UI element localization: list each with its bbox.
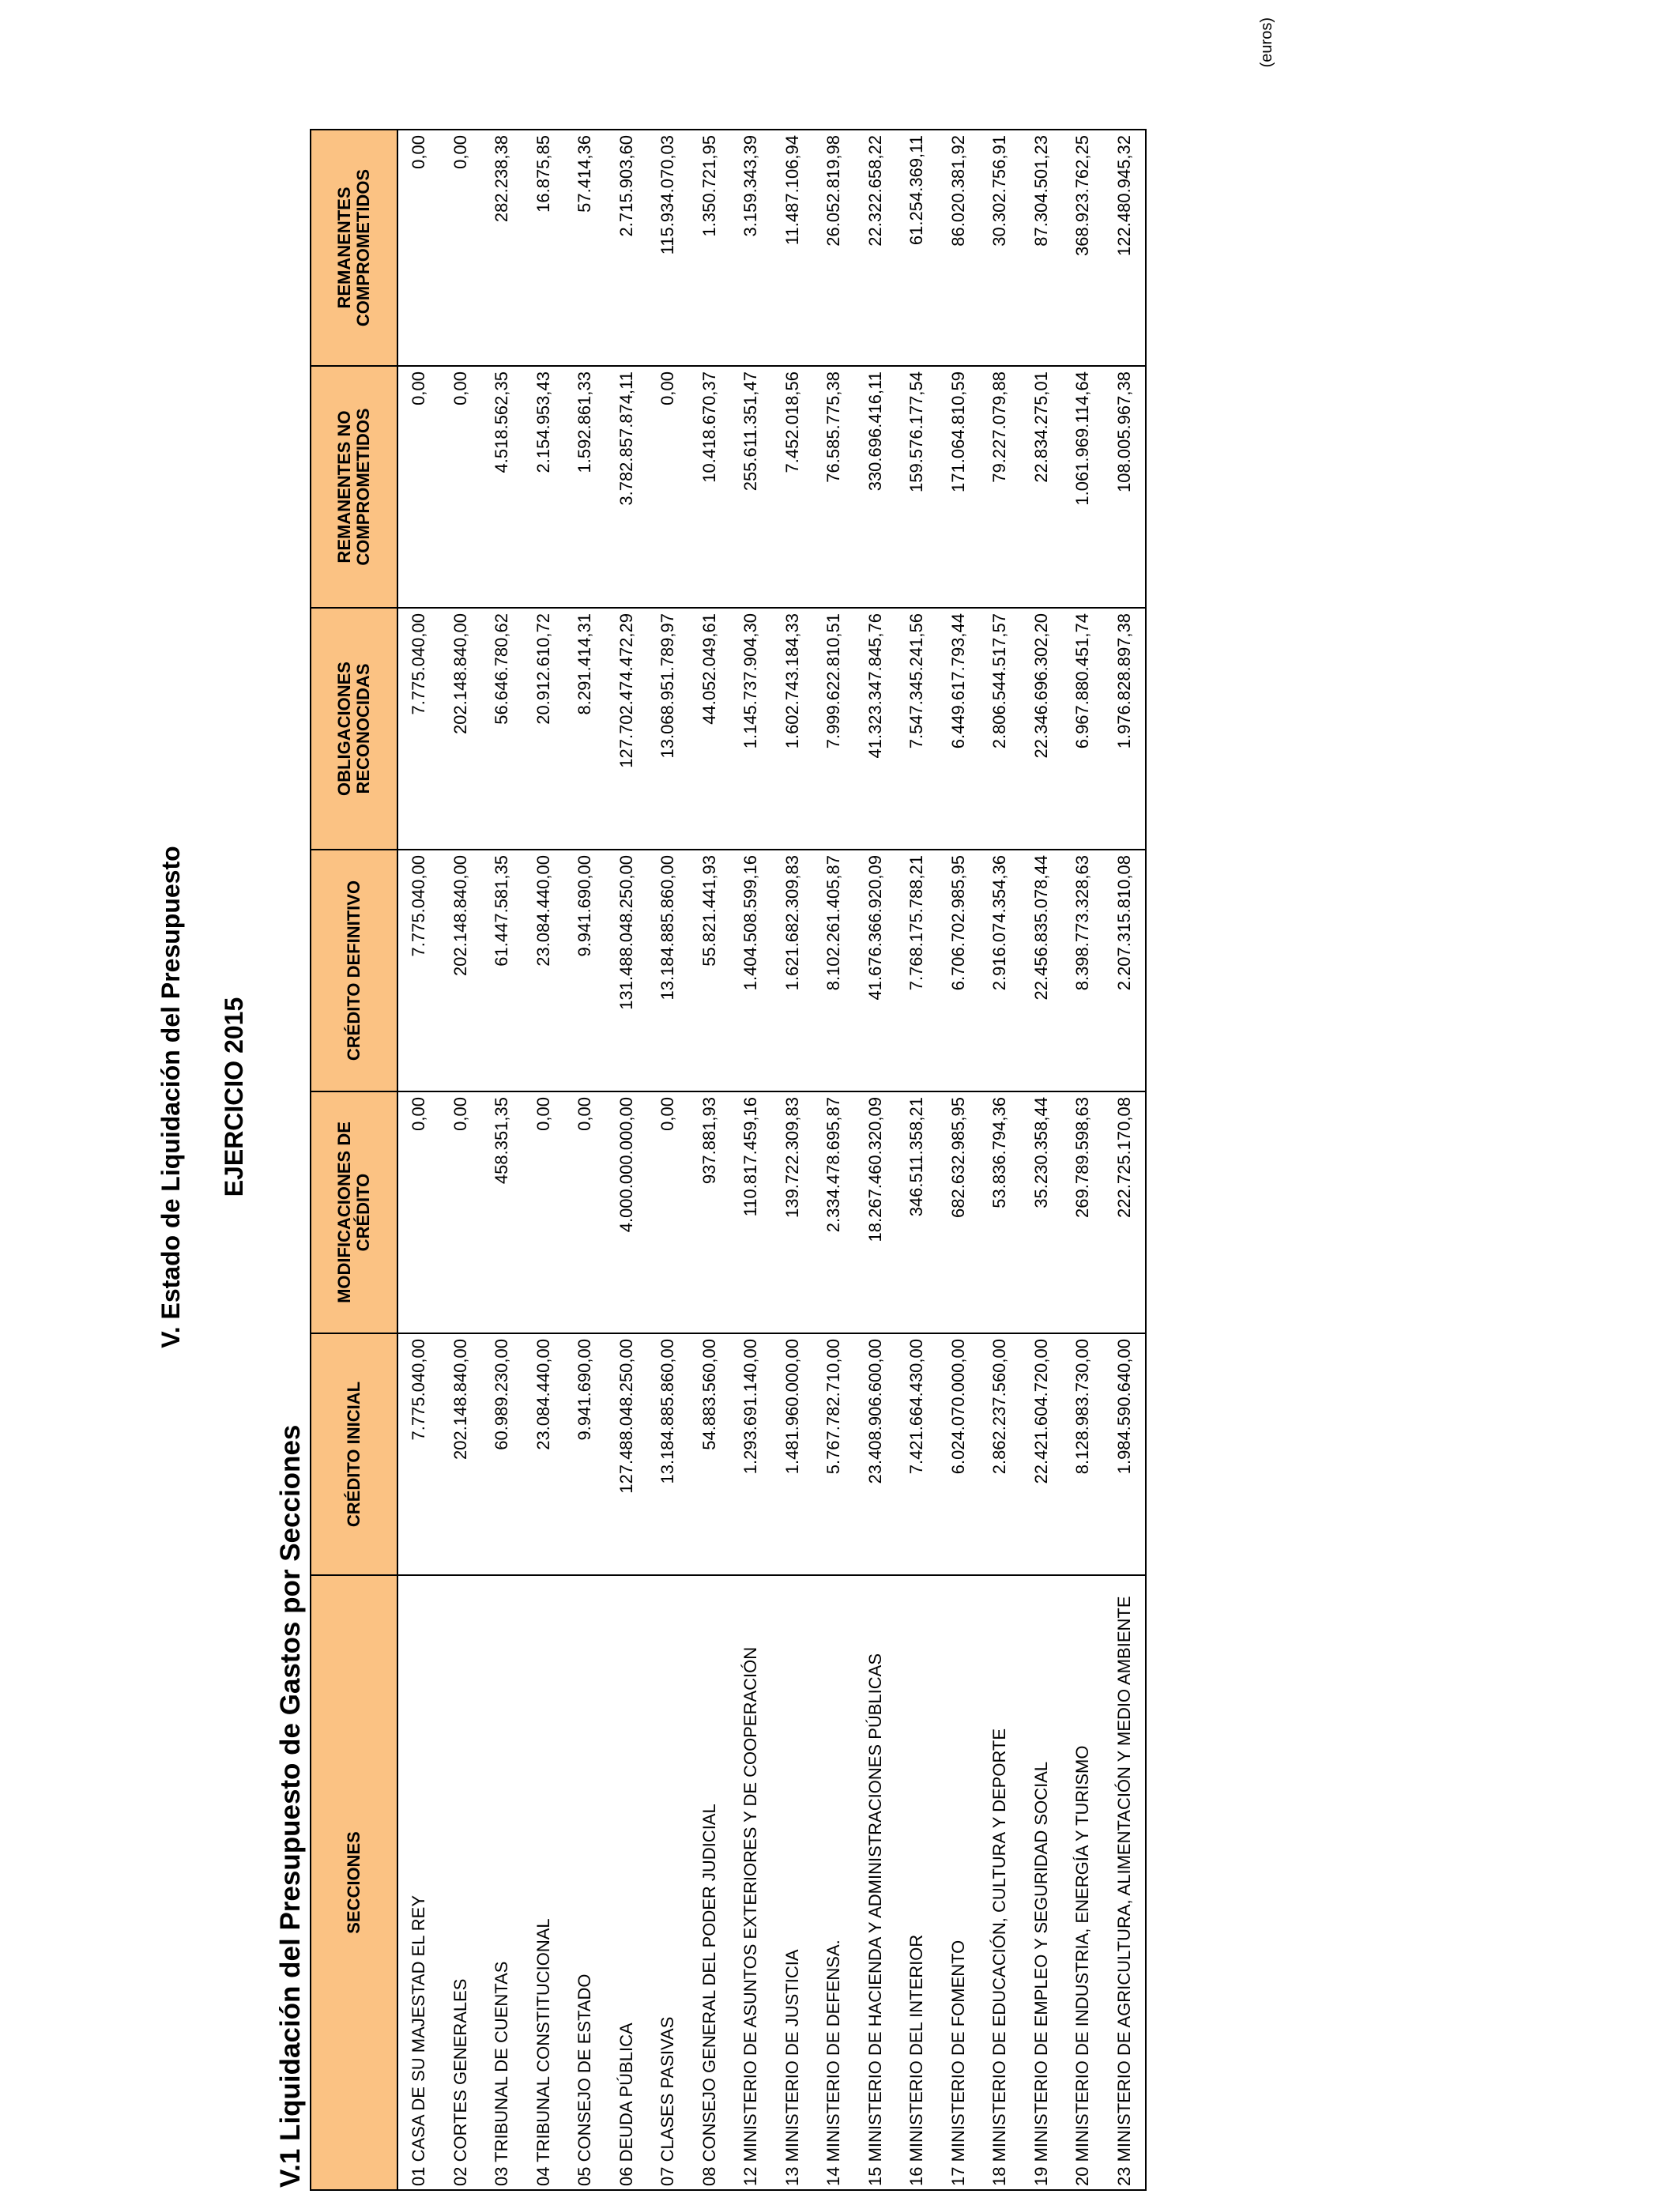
amount-cell: 23.408.906.600,00 — [855, 1333, 897, 1575]
table-row — [689, 130, 731, 2190]
section-name-cell: 08 CONSEJO GENERAL DEL PODER JUDICIAL — [689, 1575, 731, 2190]
amount-cell: 13.068.951.789,97 — [647, 608, 689, 850]
amount-cell: 7.775.040,00 — [397, 608, 440, 850]
amount-cell: 41.676.366.920,09 — [855, 850, 897, 1091]
amount-cell: 7.999.622.810,51 — [813, 608, 855, 850]
table-row — [938, 130, 980, 2190]
column-header: MODIFICACIONES DE CRÉDITO — [311, 1091, 397, 1333]
document-subtitle: EJERCICIO 2015 — [220, 997, 248, 1197]
amount-cell: 22.834.275,01 — [1021, 366, 1063, 608]
amount-cell: 139.722.309,83 — [772, 1091, 814, 1333]
table-row — [397, 130, 440, 2190]
amount-cell: 222.725.170,08 — [1104, 1091, 1147, 1333]
amount-cell: 22.346.696.302,20 — [1021, 608, 1063, 850]
amount-cell: 35.230.358,44 — [1021, 1091, 1063, 1333]
amount-cell: 0,00 — [440, 366, 482, 608]
amount-cell: 22.322.658,22 — [855, 130, 897, 366]
section-name-cell: 06 DEUDA PÚBLICA — [606, 1575, 648, 2190]
amount-cell: 10.418.670,37 — [689, 366, 731, 608]
amount-cell: 9.941.690,00 — [564, 850, 606, 1091]
section-name-cell: 13 MINISTERIO DE JUSTICIA — [772, 1575, 814, 2190]
amount-cell: 6.706.702.985,95 — [938, 850, 980, 1091]
amount-cell: 0,00 — [440, 130, 482, 366]
amount-cell: 3.782.857.874,11 — [606, 366, 648, 608]
amount-cell: 23.084.440,00 — [523, 1333, 565, 1575]
section-name-cell: 14 MINISTERIO DE DEFENSA. — [813, 1575, 855, 2190]
amount-cell: 13.184.885.860,00 — [647, 1333, 689, 1575]
amount-cell: 0,00 — [564, 1091, 606, 1333]
column-header: SECCIONES — [311, 1575, 397, 2190]
amount-cell: 22.421.604.720,00 — [1021, 1333, 1063, 1575]
amount-cell: 1.293.691.140,00 — [730, 1333, 772, 1575]
amount-cell: 1.350.721,95 — [689, 130, 731, 366]
table-row — [606, 130, 648, 2190]
section-name-cell: 01 CASA DE SU MAJESTAD EL REY — [397, 1575, 440, 2190]
amount-cell: 1.621.682.309,83 — [772, 850, 814, 1091]
amount-cell: 269.789.598,63 — [1062, 1091, 1104, 1333]
amount-cell: 56.646.780,62 — [481, 608, 523, 850]
amount-cell: 86.020.381,92 — [938, 130, 980, 366]
table-row — [1021, 130, 1063, 2190]
amount-cell: 202.148.840,00 — [440, 850, 482, 1091]
amount-cell: 7.768.175.788,21 — [896, 850, 938, 1091]
amount-cell: 108.005.967,38 — [1104, 366, 1147, 608]
table-header-row — [311, 130, 397, 2190]
amount-cell: 0,00 — [647, 1091, 689, 1333]
amount-cell: 23.084.440,00 — [523, 850, 565, 1091]
amount-cell: 55.821.441,93 — [689, 850, 731, 1091]
section-name-cell: 02 CORTES GENERALES — [440, 1575, 482, 2190]
amount-cell: 368.923.762,25 — [1062, 130, 1104, 366]
amount-cell: 202.148.840,00 — [440, 608, 482, 850]
amount-cell: 7.775.040,00 — [397, 850, 440, 1091]
amount-cell: 57.414,36 — [564, 130, 606, 366]
amount-cell: 1.592.861,33 — [564, 366, 606, 608]
amount-cell: 44.052.049,61 — [689, 608, 731, 850]
amount-cell: 79.227.079,88 — [979, 366, 1021, 608]
amount-cell: 7.452.018,56 — [772, 366, 814, 608]
amount-cell: 18.267.460.320,09 — [855, 1091, 897, 1333]
section-name-cell: 03 TRIBUNAL DE CUENTAS — [481, 1575, 523, 2190]
section-name-cell: 15 MINISTERIO DE HACIENDA Y ADMINISTRACIONES PÚBLICAS — [855, 1575, 897, 2190]
section-name-cell: 16 MINISTERIO DEL INTERIOR — [896, 1575, 938, 2190]
amount-cell: 2.862.237.560,00 — [979, 1333, 1021, 1575]
column-header: CRÉDITO INICIAL — [311, 1333, 397, 1575]
amount-cell: 2.715.903,60 — [606, 130, 648, 366]
amount-cell: 1.602.743.184,33 — [772, 608, 814, 850]
table-row — [564, 130, 606, 2190]
amount-cell: 159.576.177,54 — [896, 366, 938, 608]
amount-cell: 3.159.343,39 — [730, 130, 772, 366]
amount-cell: 115.934.070,03 — [647, 130, 689, 366]
amount-cell: 110.817.459,16 — [730, 1091, 772, 1333]
amount-cell: 937.881,93 — [689, 1091, 731, 1333]
section-name-cell: 05 CONSEJO DE ESTADO — [564, 1575, 606, 2190]
amount-cell: 0,00 — [647, 366, 689, 608]
amount-cell: 2.806.544.517,57 — [979, 608, 1021, 850]
amount-cell: 458.351,35 — [481, 1091, 523, 1333]
section-name-cell: 20 MINISTERIO DE INDUSTRIA, ENERGÍA Y TURISMO — [1062, 1575, 1104, 2190]
amount-cell: 30.302.756,91 — [979, 130, 1021, 366]
amount-cell: 1.404.508.599,16 — [730, 850, 772, 1091]
amount-cell: 8.291.414,31 — [564, 608, 606, 850]
amount-cell: 2.207.315.810,08 — [1104, 850, 1147, 1091]
amount-cell: 8.102.261.405,87 — [813, 850, 855, 1091]
amount-cell: 0,00 — [440, 1091, 482, 1333]
amount-cell: 61.447.581,35 — [481, 850, 523, 1091]
amount-cell: 8.398.773.328,63 — [1062, 850, 1104, 1091]
amount-cell: 26.052.819,98 — [813, 130, 855, 366]
amount-cell: 87.304.501,23 — [1021, 130, 1063, 366]
amount-cell: 2.334.478.695,87 — [813, 1091, 855, 1333]
amount-cell: 13.184.885.860,00 — [647, 850, 689, 1091]
amount-cell: 11.487.106,94 — [772, 130, 814, 366]
amount-cell: 76.585.775,38 — [813, 366, 855, 608]
amount-cell: 127.488.048.250,00 — [606, 1333, 648, 1575]
amount-cell: 1.145.737.904,30 — [730, 608, 772, 850]
amount-cell: 1.481.960.000,00 — [772, 1333, 814, 1575]
section-name-cell: 04 TRIBUNAL CONSTITUCIONAL — [523, 1575, 565, 2190]
amount-cell: 7.421.664.430,00 — [896, 1333, 938, 1575]
amount-cell: 6.024.070.000,00 — [938, 1333, 980, 1575]
amount-cell: 8.128.983.730,00 — [1062, 1333, 1104, 1575]
column-header: REMANENTES COMPROMETIDOS — [311, 130, 397, 366]
amount-cell: 0,00 — [523, 1091, 565, 1333]
column-header: REMANENTES NO COMPROMETIDOS — [311, 366, 397, 608]
amount-cell: 60.989.230,00 — [481, 1333, 523, 1575]
table-row — [1104, 130, 1147, 2190]
amount-cell: 1.976.828.897,38 — [1104, 608, 1147, 850]
amount-cell: 53.836.794,36 — [979, 1091, 1021, 1333]
section-name-cell: 19 MINISTERIO DE EMPLEO Y SEGURIDAD SOCIAL — [1021, 1575, 1063, 2190]
amount-cell: 255.611.351,47 — [730, 366, 772, 608]
table-row — [440, 130, 482, 2190]
units-label: (euros) — [1258, 17, 1275, 68]
section-name-cell: 17 MINISTERIO DE FOMENTO — [938, 1575, 980, 2190]
amount-cell: 171.064.810,59 — [938, 366, 980, 608]
table-body — [397, 130, 1146, 2190]
amount-cell: 22.456.835.078,44 — [1021, 850, 1063, 1091]
amount-cell: 5.767.782.710,00 — [813, 1333, 855, 1575]
amount-cell: 7.547.345.241,56 — [896, 608, 938, 850]
budget-table — [310, 129, 1147, 2191]
amount-cell: 54.883.560,00 — [689, 1333, 731, 1575]
section-name-cell: 07 CLASES PASIVAS — [647, 1575, 689, 2190]
table-row — [772, 130, 814, 2190]
amount-cell: 127.702.474.472,29 — [606, 608, 648, 850]
amount-cell: 131.488.048.250,00 — [606, 850, 648, 1091]
amount-cell: 4.000.000.000,00 — [606, 1091, 648, 1333]
table-row — [855, 130, 897, 2190]
amount-cell: 9.941.690,00 — [564, 1333, 606, 1575]
amount-cell: 16.875,85 — [523, 130, 565, 366]
section-name-cell: 23 MINISTERIO DE AGRICULTURA, ALIMENTACIÓN Y MEDIO AMBIENTE — [1104, 1575, 1147, 2190]
table-row — [979, 130, 1021, 2190]
amount-cell: 0,00 — [397, 1091, 440, 1333]
amount-cell: 61.254.369,11 — [896, 130, 938, 366]
column-header: OBLIGACIONES RECONOCIDAS — [311, 608, 397, 850]
amount-cell: 0,00 — [397, 366, 440, 608]
column-header: CRÉDITO DEFINITIVO — [311, 850, 397, 1091]
table-row — [647, 130, 689, 2190]
section-name-cell: 18 MINISTERIO DE EDUCACIÓN, CULTURA Y DEPORTE — [979, 1575, 1021, 2190]
table-row — [523, 130, 565, 2190]
amount-cell: 346.511.358,21 — [896, 1091, 938, 1333]
amount-cell: 122.480.945,32 — [1104, 130, 1147, 366]
amount-cell: 6.967.880.451,74 — [1062, 608, 1104, 850]
amount-cell: 7.775.040,00 — [397, 1333, 440, 1575]
table-row — [481, 130, 523, 2190]
amount-cell: 282.238,38 — [481, 130, 523, 366]
amount-cell: 20.912.610,72 — [523, 608, 565, 850]
amount-cell: 202.148.840,00 — [440, 1333, 482, 1575]
section-name-cell: 12 MINISTERIO DE ASUNTOS EXTERIORES Y DE COOPERACIÓN — [730, 1575, 772, 2190]
amount-cell: 682.632.985,95 — [938, 1091, 980, 1333]
table-row — [1062, 130, 1104, 2190]
amount-cell: 2.916.074.354,36 — [979, 850, 1021, 1091]
amount-cell: 41.323.347.845,76 — [855, 608, 897, 850]
amount-cell: 1.984.590.640,00 — [1104, 1333, 1147, 1575]
table-title: V.1 Liquidación del Presupuesto de Gastos por Secciones — [275, 1424, 306, 2188]
table-row — [813, 130, 855, 2190]
amount-cell: 1.061.969.114,64 — [1062, 366, 1104, 608]
table-row — [730, 130, 772, 2190]
amount-cell: 0,00 — [397, 130, 440, 366]
amount-cell: 6.449.617.793,44 — [938, 608, 980, 850]
document-title: V. Estado de Liquidación del Presupuesto — [156, 846, 185, 1348]
amount-cell: 4.518.562,35 — [481, 366, 523, 608]
table-row — [896, 130, 938, 2190]
amount-cell: 2.154.953,43 — [523, 366, 565, 608]
amount-cell: 330.696.416,11 — [855, 366, 897, 608]
